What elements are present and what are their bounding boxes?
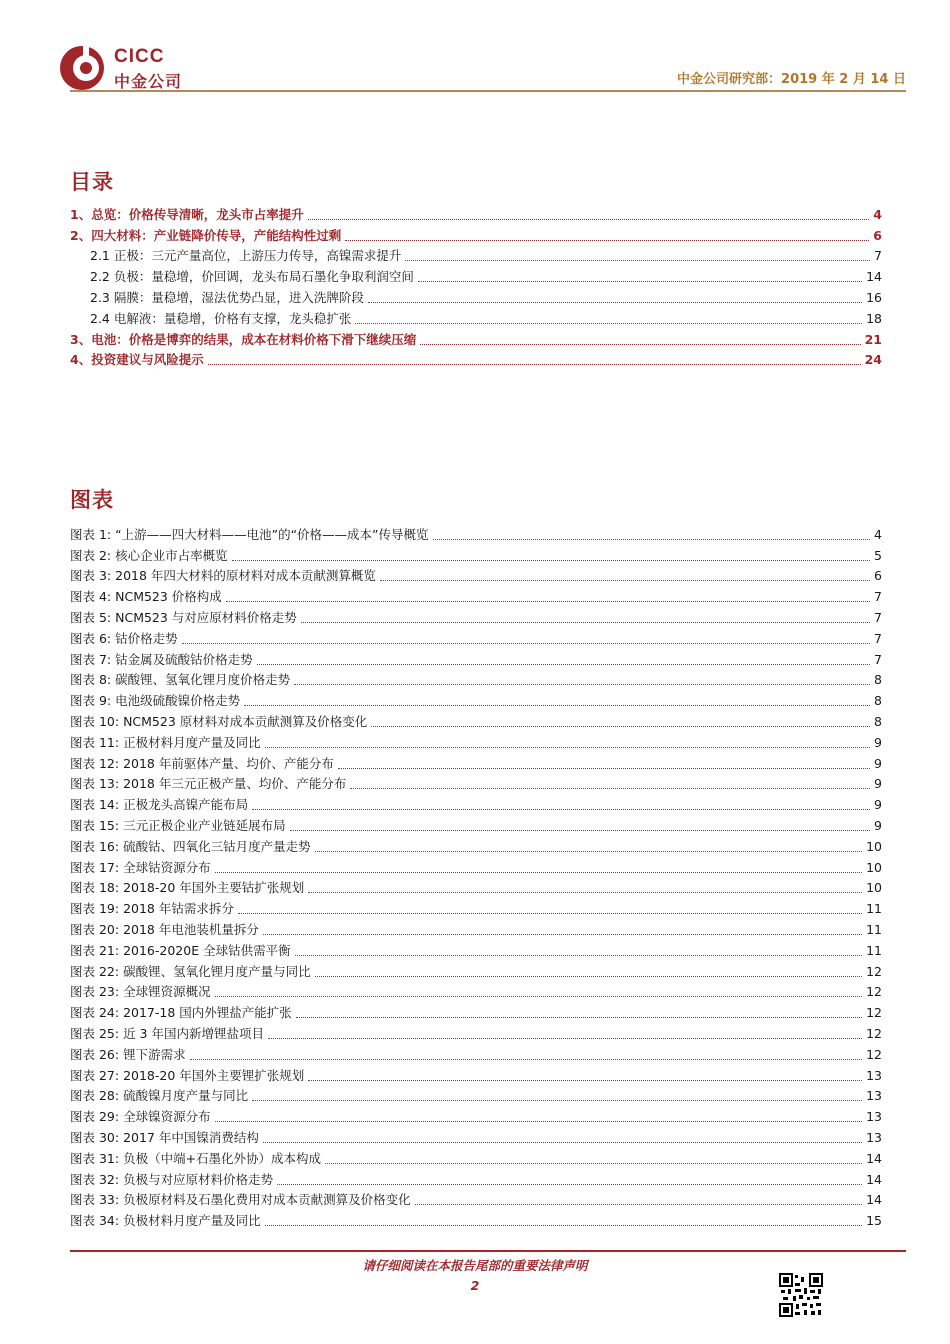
dot-leader [277, 1184, 862, 1185]
figure-entry-page-number: 13 [866, 1109, 882, 1125]
cicc-logo-icon [58, 44, 106, 92]
figure-entry-label: 图表 3: 2018 年四大材料的原材料对成本贡献测算概览 [70, 568, 376, 584]
figure-entry-page-number: 7 [874, 589, 882, 605]
toc-entry-row[interactable] [70, 202, 882, 223]
toc-entry-label: 2.4 电解液：量稳增，价格有支撑，龙头稳扩张 [90, 310, 352, 326]
figure-entry-row[interactable] [70, 1146, 882, 1167]
figure-entry-label: 图表 27: 2018-20 年国外主要锂扩张规划 [70, 1067, 305, 1083]
figure-entry-label: 图表 9: 电池级硫酸镍价格走势 [70, 693, 241, 709]
figure-entry-page-number: 12 [866, 1046, 882, 1062]
dot-leader [315, 976, 863, 977]
toc-entry-label: 2.1 正极：三元产量高位，上游压力传导，高镍需求提升 [90, 248, 402, 264]
figure-entry-page-number: 7 [874, 651, 882, 667]
figure-entry-label: 图表 34: 负极材料月度产量及同比 [70, 1213, 261, 1229]
dot-leader [290, 830, 870, 831]
dot-leader [296, 1017, 862, 1018]
toc-entry-label: 1、总览：价格传导清晰，龙头市占率提升 [70, 206, 304, 222]
figure-entry-label: 图表 18: 2018-20 年国外主要钴扩张规划 [70, 880, 305, 896]
toc-entry-label: 4、投资建议与风险提示 [70, 352, 204, 368]
figure-entry-row[interactable] [70, 813, 882, 834]
dot-leader [371, 726, 870, 727]
figure-entry-page-number: 11 [866, 942, 882, 958]
figure-entry-row[interactable] [70, 668, 882, 689]
dot-leader [345, 240, 869, 241]
figure-entry-row[interactable] [70, 1000, 882, 1021]
figure-entry-label: 图表 24: 2017-18 国内外锂盐产能扩张 [70, 1005, 292, 1021]
figure-entry-row[interactable] [70, 1208, 882, 1229]
footer-divider [70, 1250, 906, 1252]
figure-entry-label: 图表 2: 核心企业市占率概览 [70, 547, 228, 563]
toc-entry-label: 2.2 负极：量稳增，价回调，龙头布局石墨化争取利润空间 [90, 269, 414, 285]
figure-entry-page-number: 14 [866, 1150, 882, 1166]
dot-leader [268, 1038, 862, 1039]
dot-leader [355, 323, 862, 324]
dot-leader [338, 768, 870, 769]
dot-leader [308, 219, 870, 220]
figure-entry-label: 图表 12: 2018 年前驱体产量、均价、产能分布 [70, 755, 334, 771]
figure-entry-page-number: 10 [866, 880, 882, 896]
toc-entry-page-number: 21 [864, 331, 882, 347]
figure-entry-label: 图表 7: 钴金属及硫酸钴价格走势 [70, 651, 253, 667]
dot-leader [263, 1142, 862, 1143]
toc-entry-row[interactable] [70, 264, 882, 285]
qr-code-icon [779, 1273, 823, 1317]
figure-entry-row[interactable] [70, 959, 882, 980]
dot-leader [232, 560, 870, 561]
figure-entry-label: 图表 14: 正极龙头高镍产能布局 [70, 797, 249, 813]
figure-entry-label: 图表 8: 碳酸锂、氢氧化锂月度价格走势 [70, 672, 291, 688]
toc-entry-label: 2.3 隔膜：量稳增，湿法优势凸显，进入洗牌阶段 [90, 289, 364, 305]
figure-entry-row[interactable] [70, 751, 882, 772]
cicc-logo [58, 44, 188, 94]
figure-entry-row[interactable] [70, 876, 882, 897]
toc-entry-page-number: 14 [866, 269, 882, 285]
figure-entry-row[interactable] [70, 522, 882, 543]
legal-disclaimer: 请仔细阅读在本报告尾部的重要法律声明 [362, 1258, 588, 1273]
figure-entry-label: 图表 19: 2018 年钴需求拆分 [70, 901, 234, 917]
toc-entry-page-number: 18 [866, 310, 882, 326]
dot-leader [208, 364, 861, 365]
figure-entry-row[interactable] [70, 980, 882, 1001]
figure-entry-page-number: 13 [866, 1088, 882, 1104]
figure-entry-page-number: 14 [866, 1171, 882, 1187]
figures-title: 图表 [70, 488, 114, 512]
dot-leader [215, 996, 863, 997]
figure-entry-row[interactable] [70, 730, 882, 751]
figure-entry-page-number: 9 [874, 734, 882, 750]
figure-entry-page-number: 13 [866, 1067, 882, 1083]
dot-leader [294, 684, 870, 685]
figure-entry-page-number: 12 [866, 963, 882, 979]
dot-leader [182, 643, 870, 644]
figure-entry-label: 图表 1: “上游——四大材料——电池”的“价格——成本”传导概览 [70, 526, 429, 542]
dot-leader [350, 788, 870, 789]
figure-entry-row[interactable] [70, 1021, 882, 1042]
figure-entry-label: 图表 29: 全球镍资源分布 [70, 1109, 211, 1125]
toc-entry-page-number: 7 [874, 248, 882, 264]
figure-entry-row[interactable] [70, 1188, 882, 1209]
toc-entry-page-number: 6 [873, 227, 882, 243]
dot-leader [252, 1100, 862, 1101]
toc-entry-label: 2、四大材料：产业链降价传导，产能结构性过剩 [70, 227, 342, 243]
figure-entry-page-number: 9 [874, 755, 882, 771]
dot-leader [263, 934, 862, 935]
figure-entry-row[interactable] [70, 543, 882, 564]
figure-entry-page-number: 9 [874, 776, 882, 792]
dot-leader [190, 1059, 863, 1060]
toc-entry-row[interactable] [70, 348, 882, 369]
toc-entry-page-number: 24 [864, 352, 882, 368]
figure-entry-page-number: 5 [874, 547, 882, 563]
figure-entry-page-number: 10 [866, 838, 882, 854]
figure-entry-page-number: 12 [866, 1005, 882, 1021]
figure-entry-row[interactable] [70, 1042, 882, 1063]
figure-entry-label: 图表 5: NCM523 与对应原材料价格走势 [70, 609, 297, 625]
figure-entry-label: 图表 4: NCM523 价格构成 [70, 589, 222, 605]
dot-leader [325, 1163, 862, 1164]
figure-entry-row[interactable] [70, 564, 882, 585]
figure-entry-page-number: 11 [866, 901, 882, 917]
dot-leader [238, 913, 862, 914]
figure-entry-label: 图表 31: 负极（中端+石墨化外协）成本构成 [70, 1150, 322, 1166]
dot-leader [215, 872, 863, 873]
figure-entry-page-number: 6 [874, 568, 882, 584]
figure-entry-page-number: 8 [874, 713, 882, 729]
dot-leader [295, 955, 863, 956]
figure-entry-label: 图表 25: 近 3 年国内新增锂盐项目 [70, 1025, 264, 1041]
logo-text-en: CICC [114, 46, 165, 67]
figure-entry-row[interactable] [70, 792, 882, 813]
toc-title: 目录 [70, 170, 114, 194]
figure-entry-row[interactable] [70, 688, 882, 709]
dot-leader [315, 851, 863, 852]
figure-entry-page-number: 7 [874, 630, 882, 646]
toc-entry-label: 3、电池：价格是博弈的结果，成本在材料价格下滑下继续压缩 [70, 331, 417, 347]
figure-entry-row[interactable] [70, 855, 882, 876]
figure-entry-label: 图表 21: 2016-2020E 全球钴供需平衡 [70, 942, 291, 958]
logo-text-cn: 中金公司 [114, 72, 183, 91]
figure-entry-label: 图表 16: 硫酸钴、四氧化三钴月度产量走势 [70, 838, 311, 854]
toc-entry-page-number: 16 [866, 289, 882, 305]
figure-entry-row[interactable] [70, 605, 882, 626]
figure-entry-label: 图表 30: 2017 年中国镍消费结构 [70, 1129, 259, 1145]
figure-entry-label: 图表 10: NCM523 原材料对成本贡献测算及价格变化 [70, 713, 368, 729]
figure-entry-page-number: 8 [874, 672, 882, 688]
figure-entry-label: 图表 33: 负极原材料及石墨化费用对成本贡献测算及价格变化 [70, 1192, 411, 1208]
figure-entry-label: 图表 15: 三元正极企业产业链延展布局 [70, 817, 286, 833]
dot-leader [244, 705, 870, 706]
toc-entry-page-number: 4 [873, 206, 882, 222]
toc-entry-row[interactable] [70, 223, 882, 244]
header-divider [70, 90, 906, 92]
dot-leader [257, 664, 870, 665]
figure-entry-page-number: 9 [874, 817, 882, 833]
figure-entry-label: 图表 23: 全球锂资源概况 [70, 984, 211, 1000]
figure-entry-label: 图表 28: 硫酸镍月度产量与同比 [70, 1088, 249, 1104]
figure-entry-row[interactable] [70, 772, 882, 793]
toc-entry-row[interactable] [70, 327, 882, 348]
dot-leader [226, 601, 870, 602]
report-source-date: 中金公司研究部：2019 年 2 月 14 日 [677, 72, 906, 87]
figure-entry-row[interactable] [70, 938, 882, 959]
dot-leader [420, 344, 860, 345]
dot-leader [301, 622, 870, 623]
dot-leader [265, 747, 870, 748]
page-number: 2 [470, 1278, 480, 1293]
figure-entry-row[interactable] [70, 1084, 882, 1105]
figure-entry-page-number: 8 [874, 693, 882, 709]
figure-entry-row[interactable] [70, 1063, 882, 1084]
dot-leader [215, 1121, 863, 1122]
toc-entry-row[interactable] [70, 285, 882, 306]
figure-entry-page-number: 14 [866, 1192, 882, 1208]
figures-list [70, 522, 882, 1229]
dot-leader [405, 260, 870, 261]
figure-entry-page-number: 9 [874, 797, 882, 813]
figure-entry-row[interactable] [70, 1125, 882, 1146]
figure-entry-row[interactable] [70, 896, 882, 917]
figure-entry-row[interactable] [70, 647, 882, 668]
figure-entry-label: 图表 20: 2018 年电池装机量拆分 [70, 921, 259, 937]
toc-entry-row[interactable] [70, 244, 882, 265]
figure-entry-page-number: 15 [866, 1213, 882, 1229]
figure-entry-page-number: 12 [866, 1025, 882, 1041]
toc-list [70, 202, 882, 368]
dot-leader [433, 539, 871, 540]
figure-entry-label: 图表 26: 锂下游需求 [70, 1046, 186, 1062]
figure-entry-label: 图表 13: 2018 年三元正极产量、均价、产能分布 [70, 776, 347, 792]
figure-entry-page-number: 12 [866, 984, 882, 1000]
figure-entry-label: 图表 32: 负极与对应原材料价格走势 [70, 1171, 274, 1187]
figure-entry-row[interactable] [70, 626, 882, 647]
figure-entry-label: 图表 22: 碳酸锂、氢氧化锂月度产量与同比 [70, 963, 311, 979]
dot-leader [252, 809, 870, 810]
figure-entry-label: 图表 11: 正极材料月度产量及同比 [70, 734, 261, 750]
dot-leader [418, 281, 862, 282]
dot-leader [380, 580, 870, 581]
figure-entry-label: 图表 17: 全球钴资源分布 [70, 859, 211, 875]
figure-entry-page-number: 4 [874, 526, 882, 542]
figure-entry-label: 图表 6: 钴价格走势 [70, 630, 178, 646]
figure-entry-row[interactable] [70, 917, 882, 938]
figure-entry-page-number: 7 [874, 609, 882, 625]
toc-entry-row[interactable] [70, 306, 882, 327]
dot-leader [308, 892, 862, 893]
dot-leader [265, 1225, 863, 1226]
dot-leader [308, 1080, 862, 1081]
dot-leader [415, 1204, 863, 1205]
figure-entry-row[interactable] [70, 709, 882, 730]
figure-entry-page-number: 10 [866, 859, 882, 875]
figure-entry-page-number: 13 [866, 1129, 882, 1145]
figure-entry-page-number: 11 [866, 921, 882, 937]
dot-leader [368, 302, 862, 303]
figure-entry-row[interactable] [70, 1104, 882, 1125]
figure-entry-row[interactable] [70, 834, 882, 855]
figure-entry-row[interactable] [70, 584, 882, 605]
figure-entry-row[interactable] [70, 1167, 882, 1188]
